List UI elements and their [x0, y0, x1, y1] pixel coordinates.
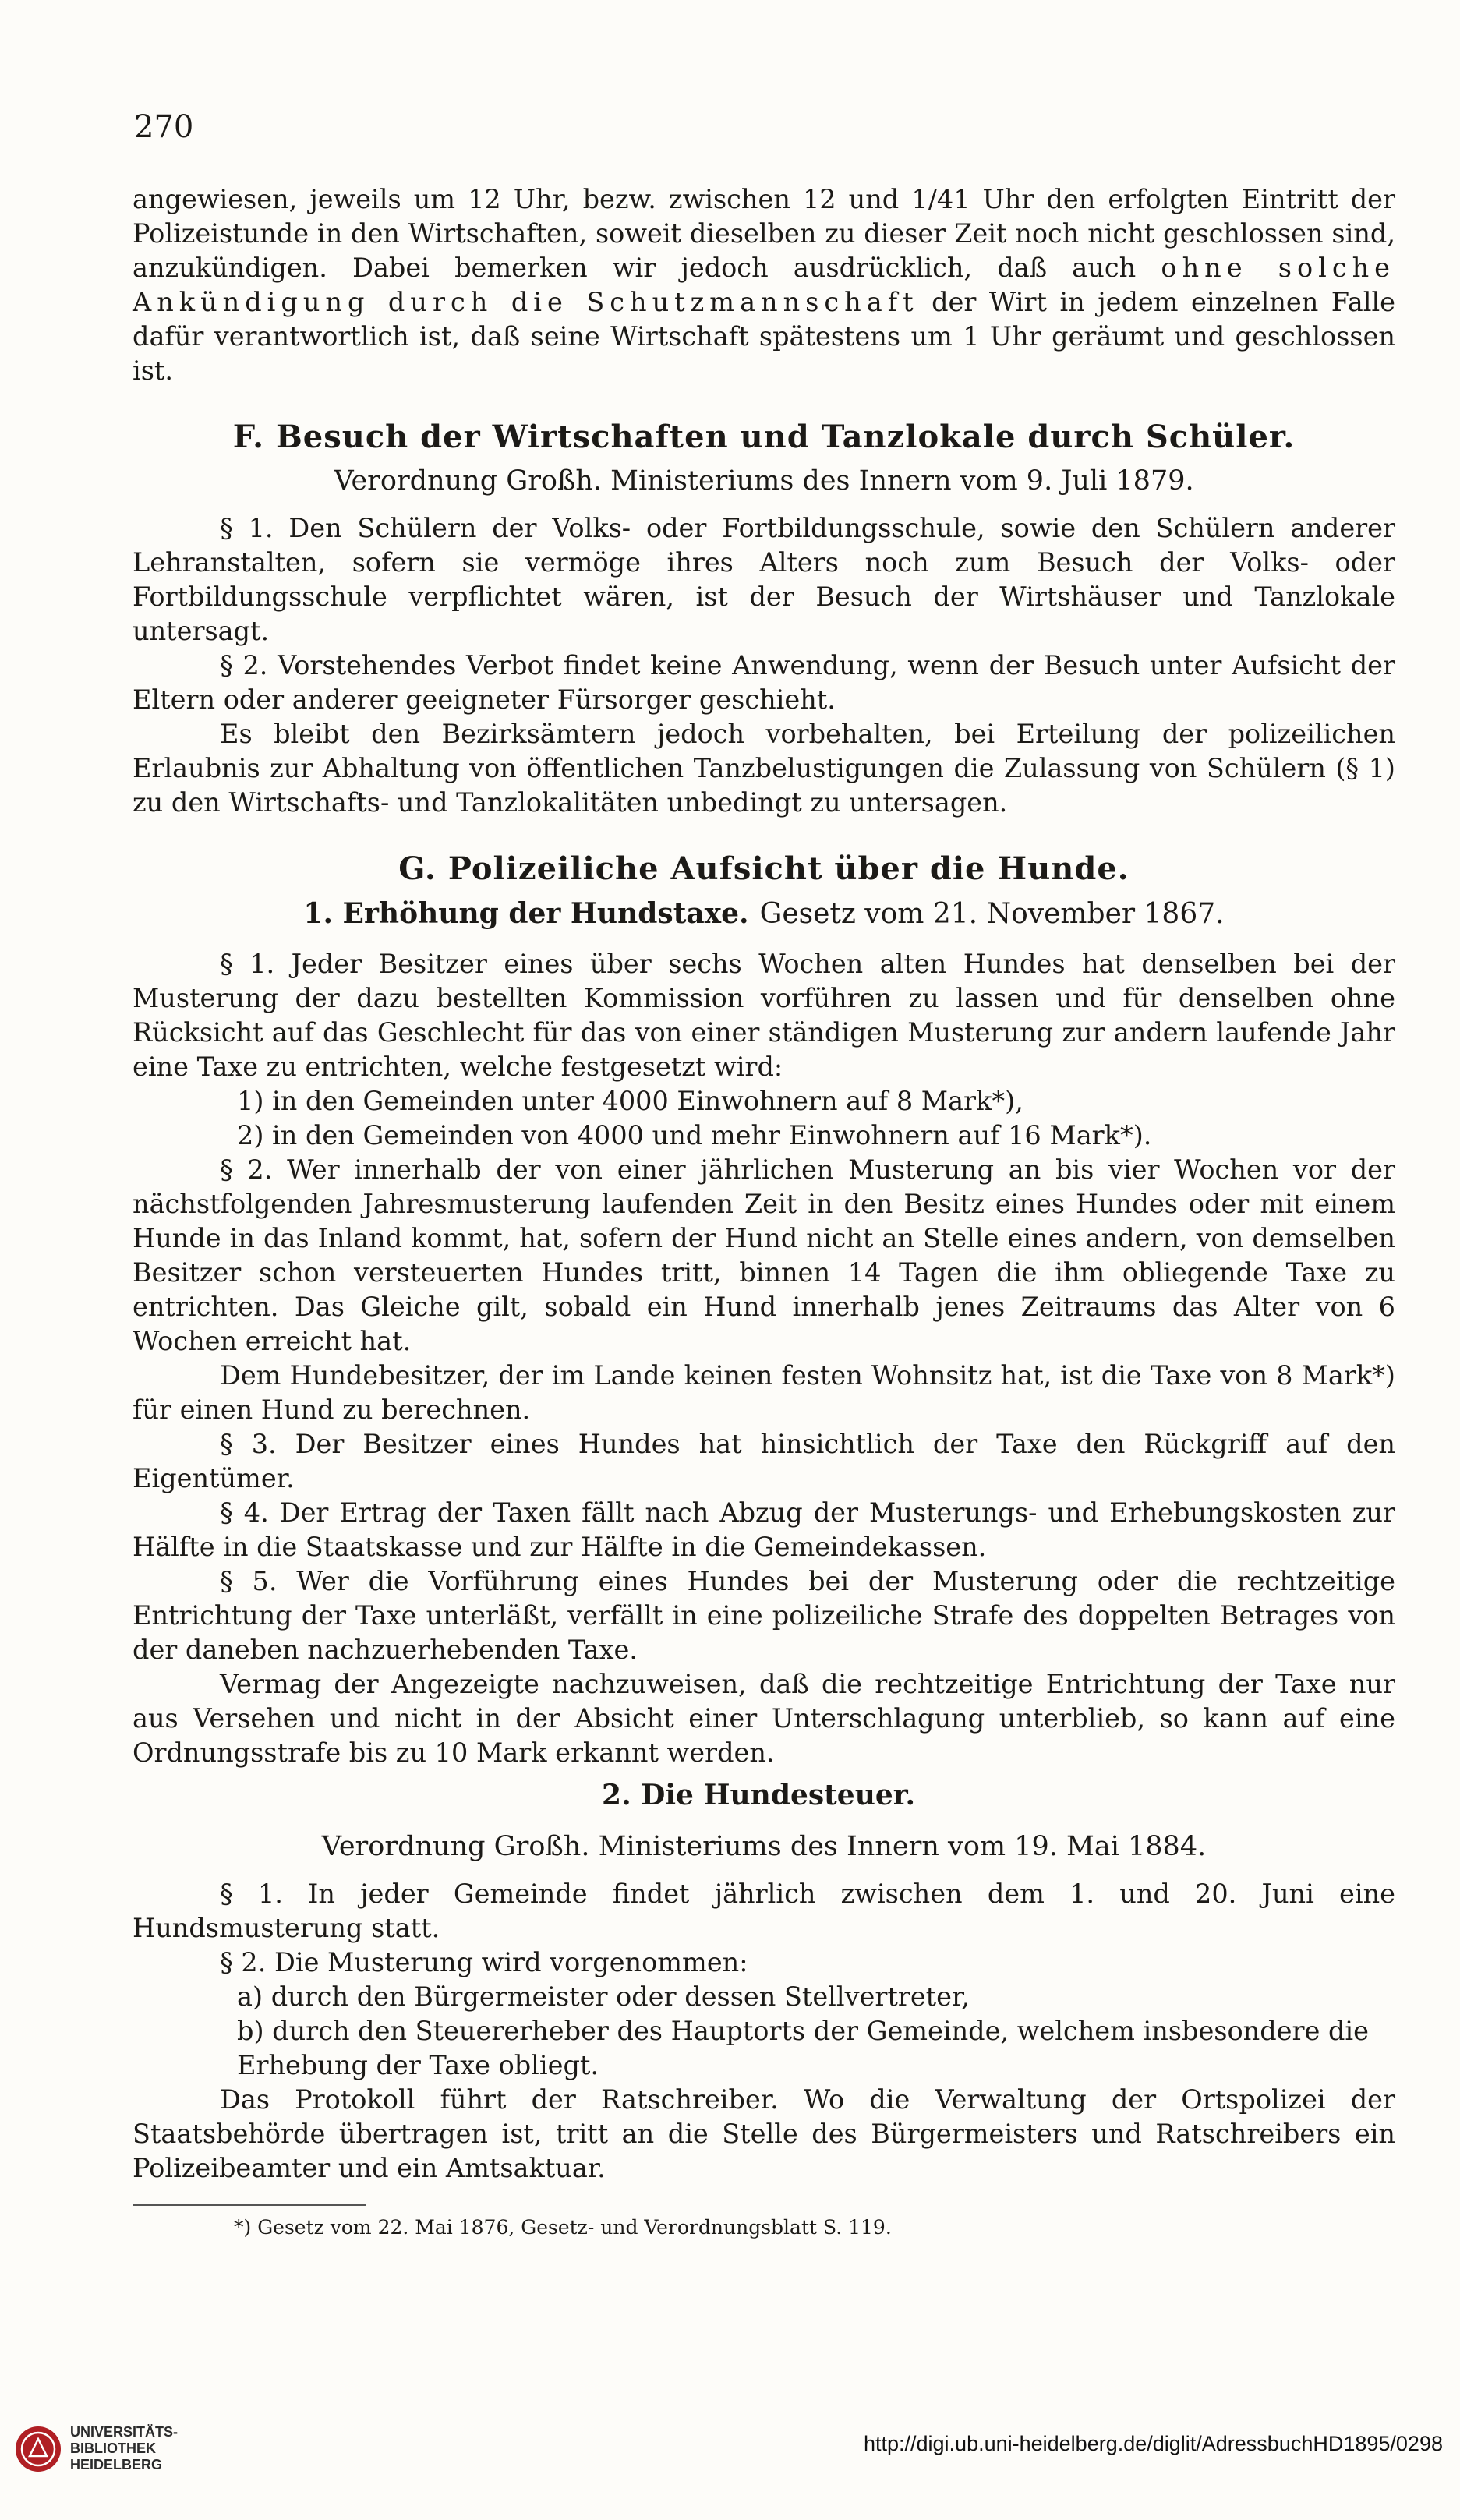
section-f-paragraph: Es bleibt den Bezirksämtern jedoch vorbehalten, bei Erteilung der polizeilichen Erlaubnis zur Abhaltung von öffentlichen Tanzbelustigungen die Zulassung von Schülern (§ 1) zu den Wirtschafts- und Tanzlokalitäten unbedingt zu untersagen. [133, 719, 1395, 818]
law2-title: 2. Die Hundesteuer. [602, 1779, 915, 1811]
law1-paragraph: § 1. Jeder Besitzer eines über sechs Wochen alten Hundes hat denselben bei der Musterung der dazu bestellten Kommission vorführen zu lassen und für denselben ohne Rücksicht auf das Geschlecht für das von einer ständigen Musterung zur andern laufende Jahr eine Taxe zu entrichten, welche festgesetzt wird: [133, 949, 1395, 1082]
section-f-paragraph: § 1. Den Schülern der Volks- oder Fortbildungsschule, sowie den Schülern anderer Lehranstalten, sofern sie vermöge ihres Alters noch zum Besuch der Volks- oder Fortbildungsschule verpflichtet wären, ist der Besuch der Wirtshäuser und Tanzlokale untersagt. [133, 513, 1395, 646]
law1-list-item: 1) in den Gemeinden unter 4000 Einwohnern auf 8 Mark*), [237, 1086, 1023, 1116]
page-number: 270 [134, 109, 194, 145]
law2-paragraph: Das Protokoll führt der Ratschreiber. Wo die Verwaltung der Ortspolizei der Staatsbehörde übertragen ist, tritt an die Stelle des Bürgermeisters und Ratschreibers ein Polizeibeamter und ein Amtsaktuar. [133, 2084, 1395, 2183]
section-f-ordinance: Verordnung Großh. Ministeriums des Innern vom 9. Juli 1879. [334, 465, 1194, 497]
law2-paragraph: § 2. Die Musterung wird vorgenommen: [220, 1947, 748, 1977]
intro-spaced-text: ohne solche Ankündigung durch die Schutzmannschaft [133, 253, 1396, 317]
law2-source: Verordnung Großh. Ministeriums des Innern vom 19. Mai 1884. [321, 1831, 1207, 1862]
intro-rest-text: der Wirt in jedem einzelnen Falle dafür verantwortlich ist, daß seine Wirtschaft spätestens um 1 Uhr geräumt und geschlossen ist. [133, 287, 1396, 386]
law2-paragraph: § 1. In jeder Gemeinde findet jährlich zwischen dem 1. und 20. Juni eine Hundsmusterung statt. [133, 1879, 1395, 1943]
viewer-footer [0, 2401, 1460, 2486]
source-url-link[interactable]: http://digi.ub.uni-heidelberg.de/diglit/AdressbuchHD1895/0298 [863, 2432, 1443, 2455]
intro-paragraph [133, 182, 1395, 388]
section-f-heading: F. Besuch der Wirtschaften und Tanzlokale durch Schüler. [232, 419, 1296, 455]
library-name [70, 2424, 178, 2473]
footnote: *) Gesetz vom 22. Mai 1876, Gesetz- und Verordnungsblatt S. 119. [234, 2216, 892, 2239]
law2-list-item: a) durch den Bürgermeister oder dessen Stellvertreter, [237, 1981, 970, 2012]
law1-paragraph: Dem Hundebesitzer, der im Lande keinen festen Wohnsitz hat, ist die Taxe von 8 Mark*) für einen Hund zu berechnen. [133, 1360, 1395, 1425]
law1-list-item: 2) in den Gemeinden von 4000 und mehr Einwohnern auf 16 Mark*). [237, 1120, 1152, 1150]
library-name-line: HEIDELBERG [70, 2457, 163, 2472]
law1-heading [133, 895, 1395, 933]
library-name-line: UNIVERSITÄTS- [70, 2424, 179, 2440]
intro-text: angewiesen, jeweils um 12 Uhr, bezw. zwischen 12 und 1/41 Uhr den erfolgten Eintritt der Polizeistunde in den Wirtschaften, soweit dieselben zu dieser Zeit noch nicht geschlossen sind, anzukündigen. Dabei bemerken wir jedoch ausdrücklich, daß auch [133, 184, 1395, 283]
section-f-paragraph: § 2. Vorstehendes Verbot findet keine Anwendung, wenn der Besuch unter Aufsicht der Eltern oder anderer geeigneter Fürsorger geschieht. [133, 650, 1395, 715]
law2-heading [133, 1776, 1395, 1815]
law1-title: 1. Erhöhung der Hundstaxe. [303, 897, 749, 930]
library-seal-icon [14, 2425, 62, 2473]
section-g-heading: G. Polizeiliche Aufsicht über die Hunde. [398, 850, 1129, 887]
law2-list-item: b) durch den Steuererheber des Hauptorts der Gemeinde, welchem insbesondere die Erhebung der Taxe obliegt. [237, 2016, 1369, 2080]
law1-paragraph: § 3. Der Besitzer eines Hundes hat hinsichtlich der Taxe den Rückgriff auf den Eigentümer. [133, 1429, 1395, 1493]
library-name-line: BIBLIOTHEK [70, 2440, 156, 2456]
law1-paragraph: Vermag der Angezeigte nachzuweisen, daß die rechtzeitige Entrichtung der Taxe nur aus Versehen und nicht in der Absicht einer Unterschlagung unterblieb, so kann auf eine Ordnungsstrafe bis zu 10 Mark erkannt werden. [133, 1669, 1395, 1768]
law1-source: Gesetz vom 21. November 1867. [759, 898, 1225, 930]
law1-paragraph: § 5. Wer die Vorführung eines Hundes bei der Musterung oder die rechtzeitige Entrichtung der Taxe unterläßt, verfällt in eine polizeiliche Strafe des doppelten Betrages von der daneben nachzuerhebenden Taxe. [133, 1566, 1395, 1665]
footnote-divider [133, 2204, 366, 2206]
law1-paragraph: § 2. Wer innerhalb der von einer jährlichen Musterung an bis vier Wochen vor der nächstfolgenden Jahresmusterung laufenden Zeit in den Besitz eines Hundes oder mit einem Hunde in das Inland kommt, hat, sofern der Hund nicht an Stelle eines andern, von demselben Besitzer schon versteuerten Hundes tritt, binnen 14 Tagen die ihm obliegende Taxe zu entrichten. Das Gleiche gilt, sobald ein Hund innerhalb jenes Zeitraums das Alter von 6 Wochen erreicht hat. [133, 1154, 1395, 1356]
library-logo[interactable] [14, 2424, 178, 2473]
document-page [133, 109, 1395, 2242]
law1-paragraph: § 4. Der Ertrag der Taxen fällt nach Abzug der Musterungs- und Erhebungskosten zur Hälfte in die Staatskasse und zur Hälfte in die Gemeindekassen. [133, 1497, 1395, 1562]
